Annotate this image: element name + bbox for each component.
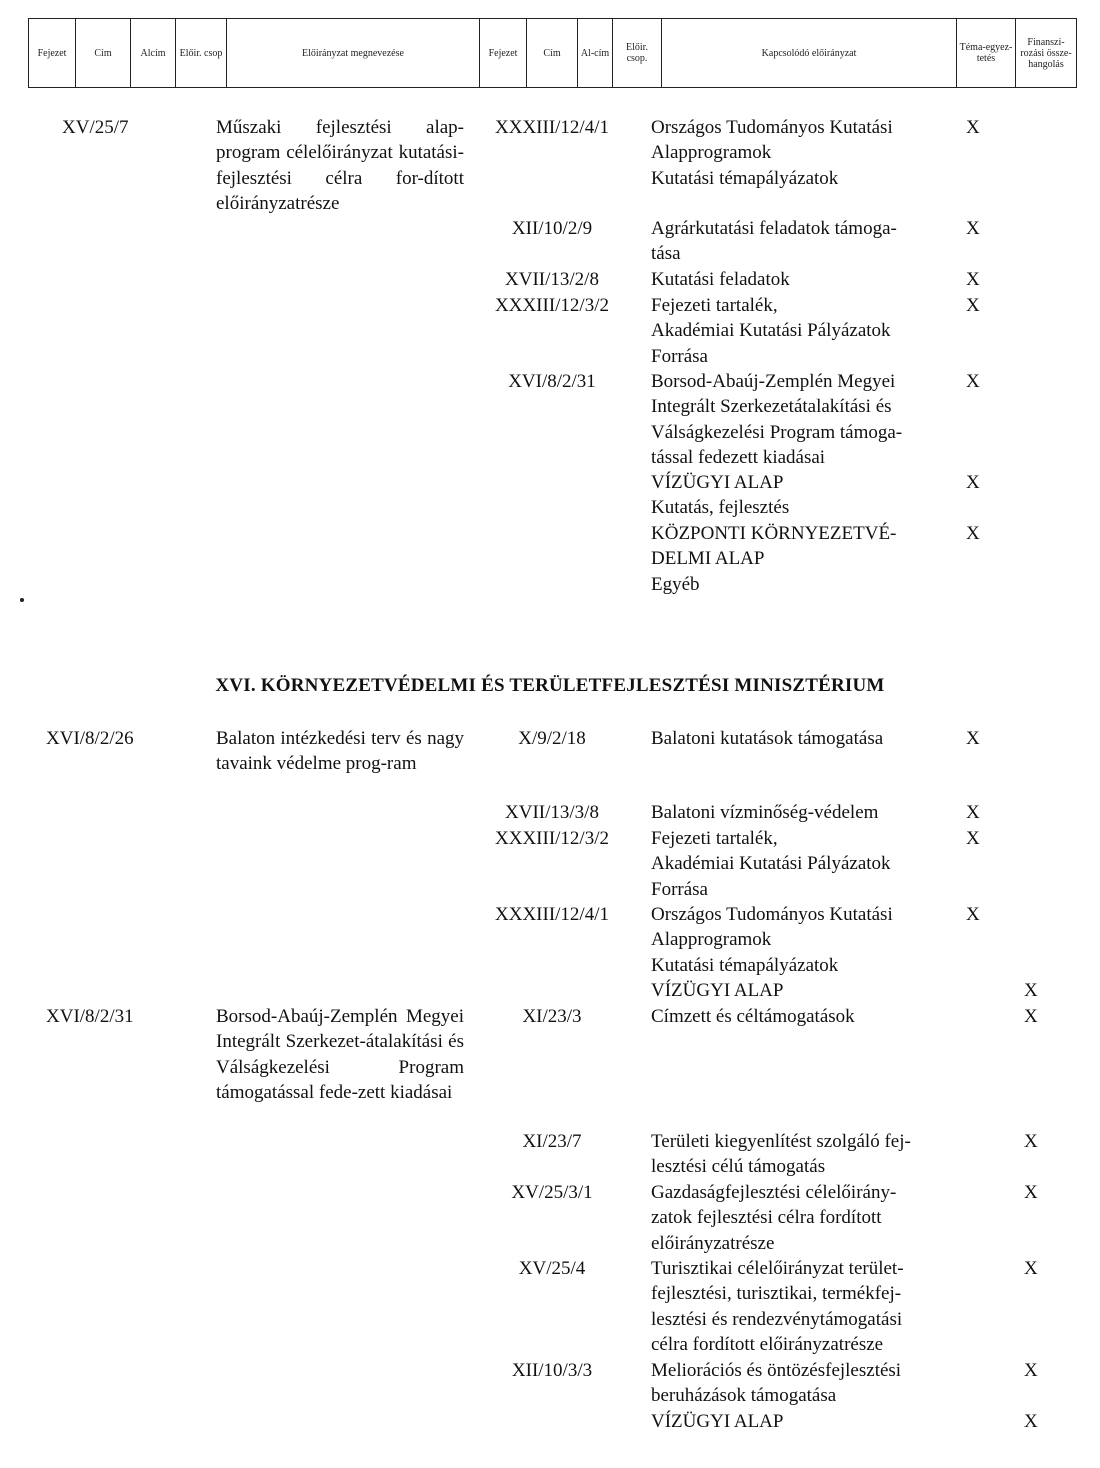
header-fejezet: Fejezet (29, 19, 76, 88)
block1-row7-mark: X (966, 523, 980, 544)
header-eloir-csop: Előir. csop (176, 19, 227, 88)
header-cim-2: Cím (527, 19, 578, 88)
block2-row2-mark: X (966, 802, 980, 823)
block3-row5-code: XII/10/3/3 (511, 1360, 593, 1381)
block2-row2-text: Balatoni vízminőség-védelem (651, 802, 879, 823)
block1-row2-text: Agrárkutatási feladatok támoga- tása (651, 218, 897, 265)
block2-row5-mark: X (1024, 980, 1038, 1001)
block1-row1-code: XXXIII/12/4/1 (495, 117, 609, 138)
block2-row2-code: XVII/13/3/8 (505, 802, 599, 823)
block1-row2-mark: X (966, 218, 980, 239)
block2-description: Balaton intézkedési terv és nagy tavaink védelme prog-ram (216, 728, 464, 775)
header-fejezet-2: Fejezet (480, 19, 527, 88)
section-title: XVI. KÖRNYEZETVÉDELMI ÉS TERÜLETFEJLESZTÉSI MINISZTÉRIUM (215, 675, 885, 696)
block1-description: Műszaki fejlesztési alap-program célelőirányzat kutatási-fejlesztési célra for-dított előirányzatrésze (216, 117, 464, 215)
block1-row3-mark: X (966, 269, 980, 290)
block3-row1-text: Címzett és céltámogatások (651, 1006, 855, 1027)
header-tema: Téma-egyez-tetés (957, 19, 1016, 88)
block1-row6-mark: X (966, 472, 980, 493)
header-kapcsolodo: Kapcsolódó előirányzat (662, 19, 957, 88)
block3-row4-code: XV/25/4 (518, 1258, 586, 1279)
block3-row1-code: XI/23/3 (522, 1006, 582, 1027)
block3-row3-text: Gazdaságfejlesztési célelőirány- zatok fejlesztési célra fordított előirányzatrésze (651, 1182, 897, 1254)
block3-row4-text: Turisztikai célelőirányzat terület- fejlesztési, turisztikai, termékfej- lesztési és rendezvénytámogatási célra fordított előirányzatrésze (651, 1258, 904, 1356)
block3-row3-code: XV/25/3/1 (511, 1182, 593, 1203)
block2-row3-text: Fejezeti tartalék, Akadémiai Kutatási Pályázatok Forrása (651, 828, 891, 900)
header-finansz: Finanszí-rozási össze-hangolás (1016, 19, 1077, 88)
block1-code: XV/25/7 (62, 117, 129, 138)
block3-row2-mark: X (1024, 1131, 1038, 1152)
block1-row2-code: XII/10/2/9 (511, 218, 593, 239)
block3-code: XVI/8/2/31 (46, 1006, 134, 1027)
header-megnevezes: Előirányzat megnevezése (227, 19, 480, 88)
block1-row5-code: XVI/8/2/31 (508, 371, 596, 392)
block2-row4-mark: X (966, 904, 980, 925)
block1-row1-mark: X (966, 117, 980, 138)
block1-row1-text: Országos Tudományos Kutatási Alapprogramok Kutatási témapályázatok (651, 117, 893, 189)
block3-row6-text: VÍZÜGYI ALAP (651, 1411, 784, 1432)
block3-row1-mark: X (1024, 1006, 1038, 1027)
block1-row3-text: Kutatási feladatok (651, 269, 790, 290)
block2-row4-text: Országos Tudományos Kutatási Alapprogramok Kutatási témapályázatok (651, 904, 893, 976)
block1-row4-mark: X (966, 295, 980, 316)
block1-row6-text: VÍZÜGYI ALAP Kutatás, fejlesztés (651, 472, 790, 519)
block3-row5-text: Meliorációs és öntözésfejlesztési beruházások támogatása (651, 1360, 902, 1407)
block3-row2-code: XI/23/7 (522, 1131, 582, 1152)
block3-description: Borsod-Abaúj-Zemplén Megyei Integrált Szerkezet-átalakítási és Válságkezelési Program támogatással fede-zett kiadásai (216, 1006, 464, 1104)
header-eloir-csop-2: Előir. csop. (613, 19, 662, 88)
block3-row4-mark: X (1024, 1258, 1038, 1279)
header-cim: Cím (76, 19, 131, 88)
block2-row3-mark: X (966, 828, 980, 849)
block2-row3-code: XXXIII/12/3/2 (495, 828, 609, 849)
block2-row4-code: XXXIII/12/4/1 (495, 904, 609, 925)
block1-row7-text: KÖZPONTI KÖRNYEZETVÉ- DELMI ALAP Egyéb (651, 523, 897, 595)
block3-row6-mark: X (1024, 1411, 1038, 1432)
header-alcim: Alcím (131, 19, 176, 88)
block3-row2-text: Területi kiegyenlítést szolgáló fej- lesztési célú támogatás (651, 1131, 911, 1178)
stray-dot (20, 598, 24, 602)
block2-code: XVI/8/2/26 (46, 728, 134, 749)
block1-row3-code: XVII/13/2/8 (505, 269, 599, 290)
block1-row5-text: Borsod-Abaúj-Zemplén Megyei Integrált Szerkezetátalakítási és Válságkezelési Program támoga- tással fedezett kiadásai (651, 371, 903, 469)
block1-row5-mark: X (966, 371, 980, 392)
block2-row1-text: Balatoni kutatások támogatása (651, 728, 884, 749)
block2-row1-code: X/9/2/18 (518, 728, 586, 749)
block3-row5-mark: X (1024, 1360, 1038, 1381)
block1-row4-text: Fejezeti tartalék, Akadémiai Kutatási Pályázatok Forrása (651, 295, 891, 367)
block2-row5-text: VÍZÜGYI ALAP (651, 980, 784, 1001)
header-table (28, 18, 1077, 88)
header-alcim-2: Al-cím (578, 19, 613, 88)
block1-row4-code: XXXIII/12/3/2 (495, 295, 609, 316)
block3-row3-mark: X (1024, 1182, 1038, 1203)
block2-row1-mark: X (966, 728, 980, 749)
